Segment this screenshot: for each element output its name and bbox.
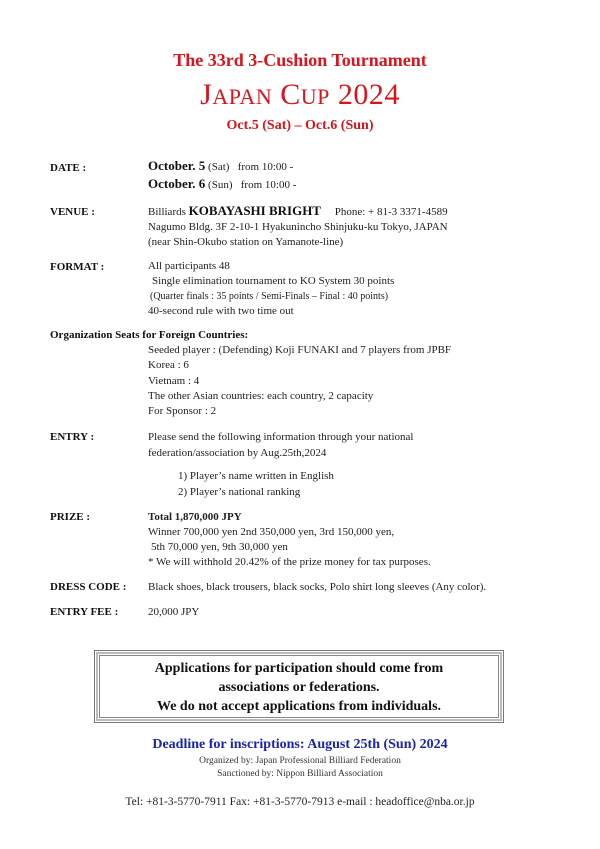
organized-by: Organized by: Japan Professional Billiard Federation [199, 756, 401, 766]
prize-tax-note: * We will withhold 20.42% of the prize money for tax purposes. [148, 556, 431, 568]
prize-label: PRIZE : [50, 511, 91, 523]
prize-line: 5th 70,000 yen, 9th 30,000 yen [151, 541, 288, 553]
notice-line: Applications for participation should come from [154, 661, 444, 676]
venue-note: (near Shin-Okubo station on Yamanote-line) [148, 236, 344, 248]
application-notice-box [94, 650, 504, 723]
seats-line: For Sponsor : 2 [148, 405, 217, 417]
entry-line: Please send the following information through your national [148, 431, 414, 443]
entry-label: ENTRY : [50, 431, 95, 443]
seats-label: Organization Seats for Foreign Countries: [50, 329, 249, 341]
date-day2-dow: (Sun) [208, 179, 233, 191]
notice-line: We do not accept applications from individuals. [156, 699, 442, 714]
entry-item: 1) Player’s name written in English [178, 470, 334, 482]
date-day1-dow: (Sat) [208, 161, 230, 173]
venue-prefix: Billiards [148, 206, 186, 218]
title-c: C [280, 78, 301, 111]
format-line: Single elimination tournament to KO System 30 points [152, 275, 395, 287]
prize-line: Winner 700,000 yen 2nd 350,000 yen, 3rd 150,000 yen, [148, 526, 395, 538]
entry-item: 2) Player’s national ranking [178, 486, 301, 498]
venue-phone: Phone: + 81-3 3371-4589 [334, 206, 448, 218]
tournament-dates: Oct.5 (Sat) – Oct.6 (Sun) [226, 118, 374, 133]
venue-address: Nagumo Bldg. 3F 2-10-1 Hyakunincho Shinjuku-ku Tokyo, JAPAN [148, 221, 448, 233]
prize-total: Total 1,870,000 JPY [148, 511, 242, 523]
title-year: 2024 [337, 78, 400, 111]
venue-label: VENUE : [50, 206, 95, 218]
tournament-title [0, 78, 600, 112]
seats-line: The other Asian countries: each country, 2 capacity [148, 390, 374, 402]
date-day2 [148, 176, 296, 192]
dress-code-label: DRESS CODE : [50, 581, 127, 593]
date-day1 [148, 158, 293, 174]
format-line: 40-second rule with two time out [148, 305, 294, 317]
format-label: FORMAT : [50, 261, 105, 273]
tournament-subtitle: The 33rd 3-Cushion Tournament [173, 50, 427, 70]
title-up: UP [300, 84, 330, 109]
seats-line: Korea : 6 [148, 359, 189, 371]
venue-name: KOBAYASHI BRIGHT [188, 203, 321, 218]
date-day1-time: from 10:00 - [237, 161, 294, 173]
entry-fee-label: ENTRY FEE : [50, 606, 119, 618]
notice-line: associations or federations. [218, 680, 380, 695]
sanctioned-by: Sanctioned by: Nippon Billiard Association [217, 769, 383, 779]
date-label: DATE : [50, 162, 87, 174]
dress-code-value: Black shoes, black trousers, black socks, Polo shirt long sleeves (Any color). [148, 581, 487, 593]
format-line: All participants 48 [148, 260, 230, 272]
title-apan: APAN [212, 84, 273, 109]
entry-fee-value: 20,000 JPY [148, 606, 200, 618]
date-day2-time: from 10:00 - [240, 179, 297, 191]
entry-line: federation/association by Aug.25th,2024 [148, 447, 327, 459]
date-day1-date: October. 5 [148, 158, 206, 173]
venue-line1 [148, 203, 448, 219]
deadline: Deadline for inscriptions: August 25th (Sun) 2024 [152, 737, 448, 752]
format-line: (Quarter finals : 35 points / Semi-Finals – Final : 40 points) [150, 291, 389, 302]
title-j: J [200, 78, 213, 111]
contact-info: Tel: +81-3-5770-7911 Fax: +81-3-5770-7913 e-mail : headoffice@nba.or.jp [125, 796, 475, 808]
seats-line: Seeded player : (Defending) Koji FUNAKI and 7 players from JPBF [148, 344, 452, 356]
seats-line: Vietnam : 4 [148, 375, 200, 387]
date-day2-date: October. 6 [148, 176, 206, 191]
